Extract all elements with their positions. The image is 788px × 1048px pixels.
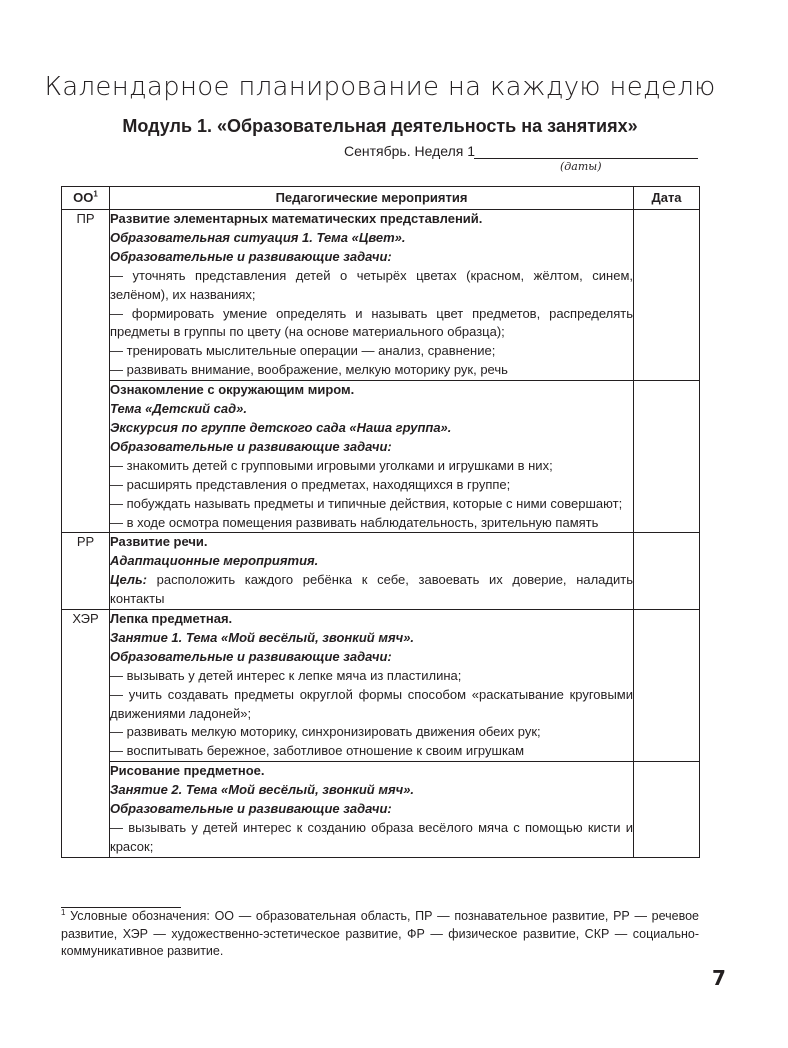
task-item: — развивать внимание, воображение, мелкую моторику рук, речь	[110, 362, 508, 378]
area-code-cell: ПР	[62, 210, 110, 533]
activity-subtitle: Экскурсия по группе детского сада «Наша группа».	[110, 419, 452, 435]
task-item: — побуждать называть предметы и типичные действия, которые с ними совершают;	[110, 495, 623, 511]
activity-title: Ознакомление с окружающим миром.	[110, 382, 355, 398]
planning-table	[61, 186, 700, 858]
task-item: — расширять представления о предметах, находящихся в группе;	[110, 476, 511, 492]
goal-label: Цель:	[110, 572, 148, 588]
task-item: — вызывать у детей интерес к созданию образа весёлого мяча с помощью кисти и красок;	[110, 820, 633, 854]
activity-title: Развитие речи.	[110, 534, 208, 550]
activity-title: Развитие элементарных математических представлений.	[110, 211, 483, 226]
footnote-text: Условные обозначения: ОО — образовательная область, ПР — познавательное развитие, РР — речевое развитие, ХЭР — художественно-эстетическое развитие, ФР — физическое развитие, СКР — социально-коммуникативное развитие.	[61, 909, 699, 958]
area-code-cell: ХЭР	[62, 610, 110, 858]
date-cell	[634, 610, 700, 762]
area-code-cell: РР	[62, 533, 110, 610]
page-number: 7	[712, 966, 726, 990]
task-item: — знакомить детей с групповыми игровыми уголками и игрушками в них;	[110, 457, 553, 473]
activity-subtitle: Образовательные и развивающие задачи:	[110, 248, 392, 264]
task-item: — в ходе осмотра помещения развивать наблюдательность, зрительную память	[110, 514, 599, 530]
activity-title: Лепка предметная.	[110, 611, 233, 627]
column-header-date: Дата	[634, 187, 700, 210]
week-dates-blank-line	[474, 158, 698, 159]
week-label: Сентябрь. Неделя 1	[344, 143, 476, 159]
table-header-row	[62, 187, 700, 210]
table-row	[62, 533, 700, 610]
footnote-mark: 1	[61, 907, 66, 917]
activity-cell	[110, 381, 634, 533]
column-header-oo	[62, 187, 110, 210]
task-item: — тренировать мыслительные операции — анализ, сравнение;	[110, 343, 496, 359]
activity-subtitle: Образовательная ситуация 1. Тема «Цвет».	[110, 229, 406, 245]
table-row	[62, 762, 700, 858]
activity-goal	[110, 571, 633, 609]
goal-text: расположить каждого ребёнка к себе, завоевать их доверие, наладить контакты	[110, 572, 633, 607]
activity-title: Рисование предметное.	[110, 763, 265, 779]
column-header-oo-label: ОО	[73, 189, 94, 205]
activity-subtitle: Тема «Детский сад».	[110, 401, 248, 417]
task-item: — уточнять представления детей о четырёх цветах (красном, жёлтом, синем, зелёном), их названиях;	[110, 267, 633, 302]
activity-subtitle: Образовательные и развивающие задачи:	[110, 438, 392, 454]
date-cell	[634, 210, 700, 381]
task-item: — развивать мелкую моторику, синхронизировать движения обеих рук;	[110, 724, 541, 740]
task-item: — вызывать у детей интерес к лепке мяча из пластилина;	[110, 667, 462, 683]
activity-subtitle: Занятие 2. Тема «Мой весёлый, звонкий мяч».	[110, 782, 415, 798]
activity-subtitle: Образовательные и развивающие задачи:	[110, 648, 392, 664]
activity-cell	[110, 210, 634, 381]
activity-subtitle: Адаптационные мероприятия.	[110, 553, 319, 569]
date-cell	[634, 381, 700, 533]
dates-caption: (даты)	[560, 160, 602, 173]
footnote-reference: 1	[93, 189, 98, 199]
task-item: — учить создавать предметы округлой формы способом «раскатывание круговыми движениями ладоней»;	[110, 686, 633, 721]
task-item: — формировать умение определять и называть цвет предметов, распределять предметы в группы по цвету (на основе материального образца);	[110, 305, 633, 340]
task-item: — воспитывать бережное, заботливое отношение к своим игрушкам	[110, 743, 525, 759]
table-row	[62, 381, 700, 533]
footnote	[61, 908, 699, 961]
activity-cell	[110, 610, 634, 762]
page-title: Календарное планирование на каждую неделю	[44, 72, 716, 102]
table-row	[62, 210, 700, 381]
activity-cell	[110, 533, 634, 610]
column-header-activities: Педагогические мероприятия	[110, 187, 634, 210]
module-title: Модуль 1. «Образовательная деятельность на занятиях»	[122, 116, 638, 136]
activity-subtitle: Занятие 1. Тема «Мой весёлый, звонкий мяч».	[110, 629, 415, 645]
activity-subtitle: Образовательные и развивающие задачи:	[110, 801, 392, 817]
date-cell	[634, 762, 700, 858]
date-cell	[634, 533, 700, 610]
activity-cell	[110, 762, 634, 858]
table-row	[62, 610, 700, 762]
